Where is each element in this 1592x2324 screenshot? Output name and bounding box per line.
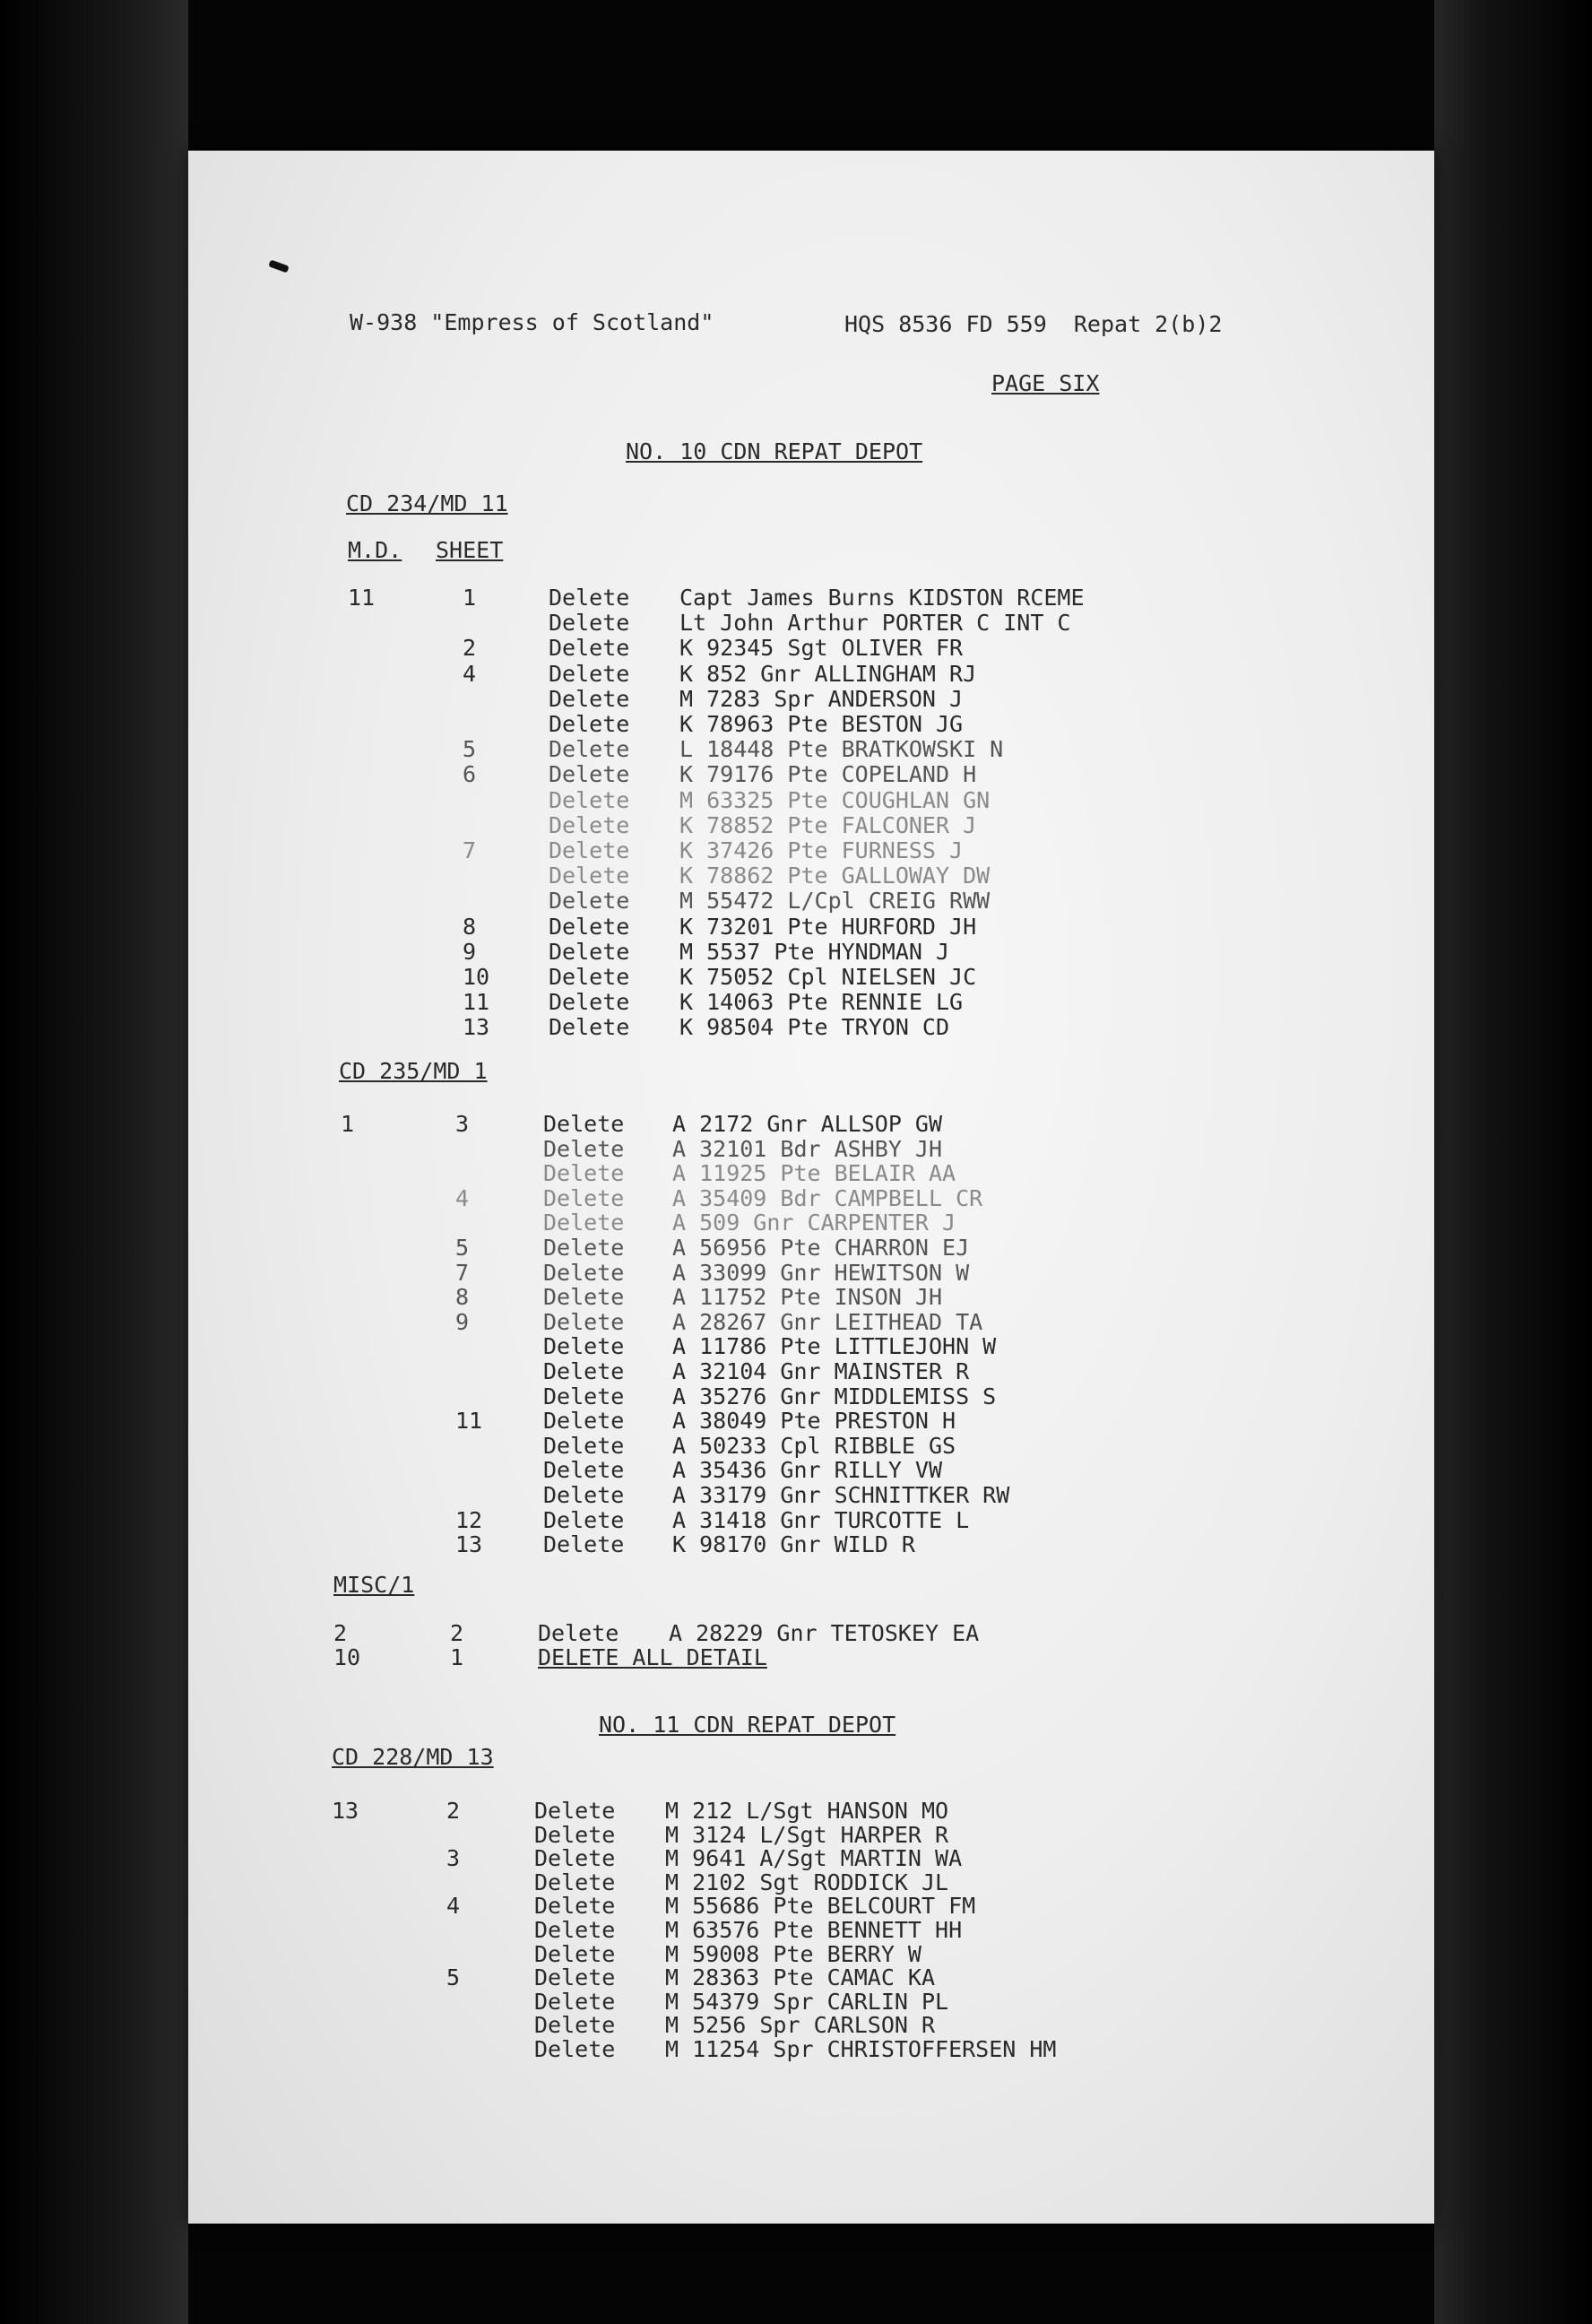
entry-detail: A 32101 Bdr ASHBY JH	[672, 1135, 943, 1162]
entry-action: Delete	[534, 1798, 616, 1824]
entry-sheet: 13	[463, 1014, 490, 1041]
entry-detail: A 33179 Gnr SCHNITTKER RW	[672, 1482, 1010, 1508]
entry-detail: A 31418 Gnr TURCOTTE L	[672, 1506, 970, 1533]
entry-action: Delete	[534, 1869, 616, 1895]
entry-action: Delete	[543, 1259, 625, 1286]
ink-mark	[268, 259, 289, 273]
entry-action: Delete	[543, 1135, 625, 1162]
entry-detail: A 11925 Pte BELAIR AA	[672, 1160, 956, 1187]
scan-border-right	[1434, 0, 1592, 2324]
entry-action: Delete	[549, 761, 630, 788]
entry-detail: K 78852 Pte FALCONER J	[679, 811, 977, 838]
entry-sheet: 4	[463, 660, 477, 687]
entry-action: Delete	[549, 685, 630, 712]
entry-action: Delete	[534, 1940, 616, 1967]
entry-detail: M 59008 Pte BERRY W	[665, 1940, 921, 1967]
entry-detail: Capt James Burns KIDSTON RCEME	[679, 585, 1085, 611]
entry-action: Delete	[549, 711, 630, 737]
entry-action: Delete	[543, 1432, 625, 1459]
entry-md: 1	[341, 1111, 355, 1137]
column-header-sheet: SHEET	[436, 537, 504, 563]
entry-sheet: 13	[455, 1531, 483, 1558]
entry-action: Delete	[549, 913, 630, 940]
entry-action: Delete	[543, 1235, 625, 1261]
entry-detail: A 28229 Gnr TETOSKEY EA	[669, 1620, 980, 1646]
entry-detail: M 5537 Pte HYNDMAN J	[679, 938, 950, 965]
entry-action: Delete	[543, 1308, 625, 1335]
entry-action: Delete	[549, 736, 630, 763]
entry-detail: K 37426 Pte FURNESS J	[679, 837, 964, 863]
entry-action: Delete	[549, 635, 630, 662]
entry-sheet: 2	[450, 1620, 464, 1646]
entry-detail: M 7283 Spr ANDERSON J	[679, 685, 964, 712]
entry-sheet: 8	[463, 913, 477, 940]
entry-detail: K 98170 Gnr WILD R	[672, 1531, 915, 1558]
entry-detail: M 3124 L/Sgt HARPER R	[665, 1821, 949, 1848]
entry-detail: M 55686 Pte BELCOURT FM	[665, 1893, 976, 1920]
entry-detail: K 78862 Pte GALLOWAY DW	[679, 863, 991, 889]
entry-sheet: 3	[446, 1845, 461, 1872]
entry-sheet: 4	[446, 1893, 461, 1920]
entry-action: Delete	[534, 1845, 616, 1872]
entry-detail: M 5256 Spr CARLSON R	[665, 2012, 936, 2039]
entry-detail: K 79176 Pte COPELAND H	[679, 761, 977, 788]
entry-md: 10	[333, 1644, 361, 1670]
entry-sheet: 11	[463, 989, 490, 1016]
entry-md: 2	[333, 1620, 348, 1646]
entry-action: Delete	[534, 1964, 616, 1991]
entry-action: Delete	[543, 1408, 625, 1435]
document-page	[188, 151, 1434, 2224]
entry-sheet: 6	[463, 761, 477, 788]
page-label: PAGE SIX	[991, 370, 1100, 396]
entry-action: Delete	[534, 2036, 616, 2062]
entry-action: Delete	[549, 863, 630, 889]
entry-action: Delete	[543, 1358, 625, 1384]
entry-detail: A 509 Gnr CARPENTER J	[672, 1210, 956, 1236]
entry-detail: M 2102 Sgt RODDICK JL	[665, 1869, 949, 1895]
entry-detail: A 50233 Cpl RIBBLE GS	[672, 1432, 956, 1459]
depot-11-title: NO. 11 CDN REPAT DEPOT	[599, 1712, 896, 1738]
entry-action: Delete	[543, 1184, 625, 1211]
entry-md: 11	[348, 585, 376, 611]
entry-action: Delete	[549, 786, 630, 813]
entry-action: Delete	[549, 610, 630, 637]
section-code: CD 235/MD 1	[339, 1058, 488, 1084]
entry-action: Delete	[549, 585, 630, 611]
entry-action: Delete	[549, 1014, 630, 1041]
entry-sheet: 5	[463, 736, 477, 763]
entry-action: Delete	[543, 1333, 625, 1360]
scan-border-left	[0, 0, 188, 2324]
entry-detail: M 55472 L/Cpl CREIG RWW	[679, 888, 991, 915]
entry-sheet: 11	[455, 1408, 483, 1435]
entry-detail: K 852 Gnr ALLINGHAM RJ	[679, 660, 977, 687]
entry-sheet: 8	[455, 1284, 470, 1311]
entry-detail: K 73201 Pte HURFORD JH	[679, 913, 977, 940]
entry-detail: M 28363 Pte CAMAC KA	[665, 1964, 936, 1991]
entry-detail: M 63576 Pte BENNETT HH	[665, 1917, 963, 1943]
entry-sheet: 9	[463, 938, 477, 965]
entry-detail: A 56956 Pte CHARRON EJ	[672, 1235, 970, 1261]
entry-sheet: 2	[463, 635, 477, 662]
entry-detail: A 11752 Pte INSON JH	[672, 1284, 943, 1311]
entry-action: Delete	[543, 1506, 625, 1533]
section-code: CD 228/MD 13	[332, 1744, 494, 1770]
entry-sheet: 4	[455, 1184, 470, 1211]
entry-action: Delete	[543, 1531, 625, 1558]
entry-action: Delete	[534, 2012, 616, 2039]
entry-action: Delete	[549, 811, 630, 838]
entry-detail: K 78963 Pte BESTON JG	[679, 711, 964, 737]
entry-sheet: 9	[455, 1308, 470, 1335]
entry-action: Delete	[543, 1210, 625, 1236]
entry-detail: K 14063 Pte RENNIE LG	[679, 989, 964, 1016]
doc-reference: W-938 "Empress of Scotland"	[350, 309, 714, 335]
entry-detail: M 212 L/Sgt HANSON MO	[665, 1798, 949, 1824]
entry-detail: A 33099 Gnr HEWITSON W	[672, 1259, 970, 1286]
entry-sheet: 1	[450, 1644, 464, 1670]
entry-action: Delete	[549, 660, 630, 687]
entry-detail: A 35276 Gnr MIDDLEMISS S	[672, 1383, 997, 1409]
entry-detail: M 63325 Pte COUGHLAN GN	[679, 786, 991, 813]
entry-action: Delete	[543, 1482, 625, 1508]
entry-sheet: 10	[463, 964, 490, 990]
section-code: MISC/1	[333, 1572, 415, 1598]
entry-sheet: 5	[455, 1235, 470, 1261]
entry-detail: Lt John Arthur PORTER C INT C	[679, 610, 1071, 637]
entry-detail: A 28267 Gnr LEITHEAD TA	[672, 1308, 983, 1335]
entry-action: Delete	[534, 1893, 616, 1920]
entry-detail: A 11786 Pte LITTLEJOHN W	[672, 1333, 997, 1360]
entry-detail: A 38049 Pte PRESTON H	[672, 1408, 956, 1435]
entry-action: Delete	[543, 1284, 625, 1311]
entry-detail: M 11254 Spr CHRISTOFFERSEN HM	[665, 2036, 1057, 2062]
entry-md: 13	[332, 1798, 359, 1824]
entry-sheet: 7	[455, 1259, 470, 1286]
entry-action: Delete	[534, 1917, 616, 1943]
entry-detail: M 9641 A/Sgt MARTIN WA	[665, 1845, 963, 1872]
entry-action: Delete	[543, 1383, 625, 1409]
entry-detail: A 35409 Bdr CAMPBELL CR	[672, 1184, 983, 1211]
entry-action: DELETE ALL DETAIL	[538, 1644, 767, 1670]
depot-10-title: NO. 10 CDN REPAT DEPOT	[626, 438, 923, 464]
column-header-md: M.D.	[348, 537, 402, 563]
entry-action: Delete	[534, 1821, 616, 1848]
entry-detail: K 98504 Pte TRYON CD	[679, 1014, 950, 1041]
entry-sheet: 1	[463, 585, 477, 611]
entry-action: Delete	[549, 837, 630, 863]
entry-detail: A 2172 Gnr ALLSOP GW	[672, 1111, 943, 1137]
entry-action: Delete	[549, 938, 630, 965]
entry-sheet: 5	[446, 1964, 461, 1991]
entry-detail: K 75052 Cpl NIELSEN JC	[679, 964, 977, 990]
entry-sheet: 7	[463, 837, 477, 863]
entry-detail: A 32104 Gnr MAINSTER R	[672, 1358, 970, 1384]
entry-action: Delete	[534, 1988, 616, 2015]
entry-action: Delete	[549, 989, 630, 1016]
entry-action: Delete	[543, 1111, 625, 1137]
entry-sheet: 2	[446, 1798, 461, 1824]
entry-sheet: 3	[455, 1111, 470, 1137]
entry-sheet: 12	[455, 1506, 483, 1533]
entry-action: Delete	[538, 1620, 619, 1646]
entry-detail: A 35436 Gnr RILLY VW	[672, 1457, 943, 1484]
hqs-reference: HQS 8536 FD 559 Repat 2(b)2	[844, 311, 1223, 337]
entry-detail: K 92345 Sgt OLIVER FR	[679, 635, 964, 662]
entry-action: Delete	[549, 888, 630, 915]
entry-detail: L 18448 Pte BRATKOWSKI N	[679, 736, 1004, 763]
section-code: CD 234/MD 11	[346, 490, 508, 516]
entry-detail: M 54379 Spr CARLIN PL	[665, 1988, 949, 2015]
entry-action: Delete	[543, 1457, 625, 1484]
entry-action: Delete	[549, 964, 630, 990]
entry-action: Delete	[543, 1160, 625, 1187]
